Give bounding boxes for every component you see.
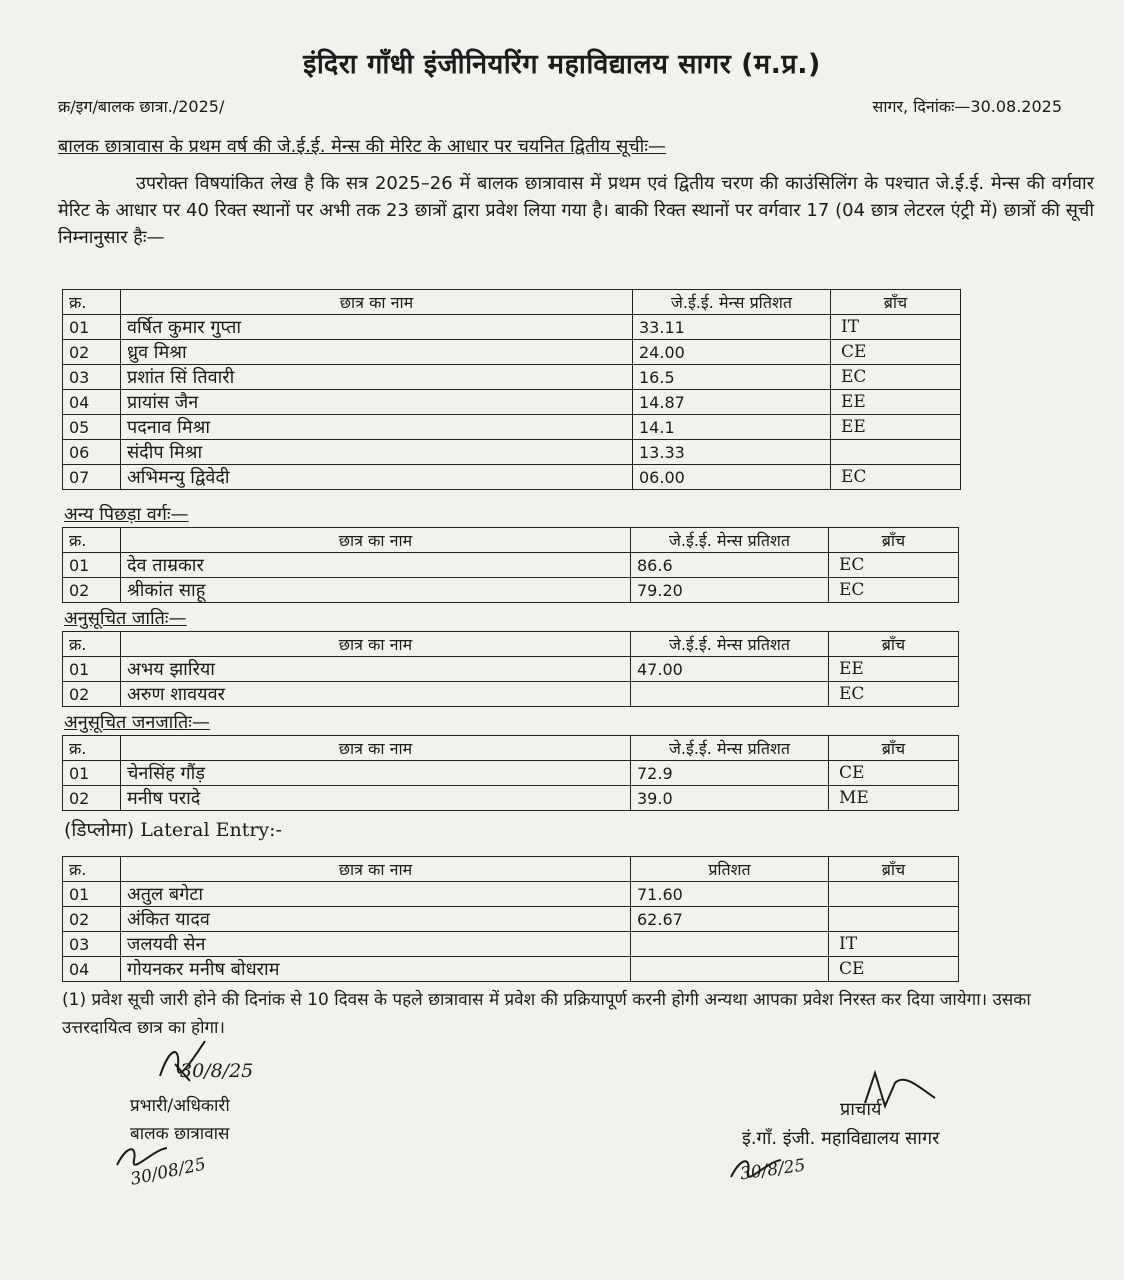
branch-cell <box>829 882 959 907</box>
general-merit-table <box>62 289 961 490</box>
body-text: उपरोक्त विषयांकित लेख है कि सत्र 2025–26 में बालक छात्रावास में प्रथम एवं द्वितीय चरण की काउंसिलिंग के पश्चात जे.ई.ई. मेन्स की वर्गवार मेरिट के आधार पर 40 रिक्त स्थानों पर अभी तक 23 छात्रों द्वारा प्रवेश लिया गया है। बाकी रिक्त स्थानों पर वर्गवार 17 (04 छात्र लेटरल एंट्री में) छात्रों की सूची निम्नानुसार हैः— <box>58 173 1094 248</box>
score-cell: 33.11 <box>633 315 831 340</box>
score-cell: 86.6 <box>631 553 829 578</box>
lateral-heading-hi: (डिप्लोमा) <box>64 819 135 841</box>
table-row <box>63 578 959 603</box>
student-name-cell: देव ताम्रकार <box>121 553 631 578</box>
lateral-entry-table <box>62 856 959 982</box>
branch-cell: ME <box>829 786 959 811</box>
sc-heading: अनुसूचित जातिः— <box>64 608 187 629</box>
student-name-cell: अभिमन्यु द्विवेदी <box>121 465 633 490</box>
table-row <box>63 365 961 390</box>
student-name-cell: चेनसिंह गौंड़ <box>121 761 631 786</box>
branch-cell: EE <box>831 415 961 440</box>
score-cell: 71.60 <box>631 882 829 907</box>
score-cell: 72.9 <box>631 761 829 786</box>
left-signatory-office: बालक छात्रावास <box>130 1124 230 1144</box>
serial-number-cell: 02 <box>63 907 121 932</box>
table-row <box>63 957 959 982</box>
student-name-cell: वर्षित कुमार गुप्ता <box>121 315 633 340</box>
col-sno: क्र. <box>63 632 121 657</box>
student-name-cell: पदनाव मिश्रा <box>121 415 633 440</box>
col-name: छात्र का नाम <box>121 632 631 657</box>
table-row <box>63 682 959 707</box>
principal-title: प्राचार्य <box>840 1099 882 1120</box>
branch-cell: EE <box>831 390 961 415</box>
branch-cell: EC <box>829 553 959 578</box>
student-name-cell: संदीप मिश्रा <box>121 440 633 465</box>
serial-number-cell: 06 <box>63 440 121 465</box>
branch-cell: IT <box>831 315 961 340</box>
col-jee: जे.ई.ई. मेन्स प्रतिशत <box>631 736 829 761</box>
table-header-row <box>63 290 961 315</box>
score-cell <box>631 932 829 957</box>
student-name-cell: प्रायांस जैन <box>121 390 633 415</box>
left-signatory-title: प्रभारी/अधिकारी <box>130 1096 230 1116</box>
serial-number-cell: 01 <box>63 315 121 340</box>
subject-line: बालक छात्रावास के प्रथम वर्ष की जे.ई.ई. मेन्स की मेरिट के आधार पर चयनित द्वितीय सूचीः— <box>58 136 666 157</box>
score-cell: 62.67 <box>631 907 829 932</box>
branch-cell <box>831 440 961 465</box>
table-row <box>63 882 959 907</box>
branch-cell: CE <box>831 340 961 365</box>
col-name: छात्र का नाम <box>121 290 633 315</box>
serial-number-cell: 01 <box>63 657 121 682</box>
branch-cell: IT <box>829 932 959 957</box>
table-row <box>63 907 959 932</box>
table-header-row <box>63 528 959 553</box>
left-signature-date-bottom: 30/08/25 <box>128 1154 208 1190</box>
table-header-row <box>63 736 959 761</box>
student-name-cell: ध्रुव मिश्रा <box>121 340 633 365</box>
serial-number-cell: 02 <box>63 578 121 603</box>
branch-cell: EE <box>829 657 959 682</box>
score-cell: 13.33 <box>633 440 831 465</box>
serial-number-cell: 03 <box>63 932 121 957</box>
branch-cell: EC <box>831 465 961 490</box>
table-row <box>63 657 959 682</box>
col-sno: क्र. <box>63 528 121 553</box>
col-jee: जे.ई.ई. मेन्स प्रतिशत <box>633 290 831 315</box>
student-name-cell: अंकित यादव <box>121 907 631 932</box>
table-row <box>63 553 959 578</box>
col-sno: क्र. <box>63 290 121 315</box>
st-table <box>62 735 959 811</box>
branch-cell: EC <box>831 365 961 390</box>
admission-note: (1) प्रवेश सूची जारी होने की दिनांक से 10 दिवस के पहले छात्रावास में प्रवेश की प्रक्रियापूर्ण करनी होगी अन्यथा आपका प्रवेश निरस्त कर दिया जायेगा। उसका उत्तरदायित्व छात्र का होगा। <box>62 990 1031 1038</box>
branch-cell <box>829 907 959 932</box>
score-cell: 79.20 <box>631 578 829 603</box>
col-branch: ब्रॉंच <box>829 632 959 657</box>
student-name-cell: जलयवी सेन <box>121 932 631 957</box>
lateral-heading <box>64 816 282 842</box>
table-row <box>63 440 961 465</box>
serial-number-cell: 03 <box>63 365 121 390</box>
col-sno: क्र. <box>63 857 121 882</box>
branch-cell: CE <box>829 957 959 982</box>
col-branch: ब्रॉंच <box>829 857 959 882</box>
sc-table <box>62 631 959 707</box>
table-header-row <box>63 632 959 657</box>
col-branch: ब्रॉंच <box>831 290 961 315</box>
student-name-cell: श्रीकांत साहू <box>121 578 631 603</box>
serial-number-cell: 07 <box>63 465 121 490</box>
student-name-cell: अतुल बगेटा <box>121 882 631 907</box>
score-cell: 14.87 <box>633 390 831 415</box>
col-sno: क्र. <box>63 736 121 761</box>
document-date: सागर, दिनांकः—30.08.2025 <box>872 97 1062 116</box>
table-row <box>63 932 959 957</box>
student-name-cell: अभय झारिया <box>121 657 631 682</box>
score-cell <box>631 957 829 982</box>
obc-heading: अन्य पिछड़ा वर्गः— <box>64 504 189 525</box>
score-cell: 14.1 <box>633 415 831 440</box>
table-row <box>63 340 961 365</box>
branch-cell: EC <box>829 682 959 707</box>
college-title: इंदिरा गाँधी इंजीनियरिंग महाविद्यालय सागर (म.प्र.) <box>303 49 821 80</box>
score-cell: 06.00 <box>633 465 831 490</box>
table-row <box>63 786 959 811</box>
table-row <box>63 315 961 340</box>
table-row <box>63 465 961 490</box>
serial-number-cell: 01 <box>63 553 121 578</box>
table-row <box>63 761 959 786</box>
table-row <box>63 390 961 415</box>
score-cell: 16.5 <box>633 365 831 390</box>
serial-number-cell: 01 <box>63 882 121 907</box>
reference-number: क्र/इग/बालक छात्रा./2025/ <box>58 97 225 116</box>
serial-number-cell: 05 <box>63 415 121 440</box>
right-signature-date: 30/8/25 <box>738 1155 807 1185</box>
col-jee: जे.ई.ई. मेन्स प्रतिशत <box>631 632 829 657</box>
col-jee: जे.ई.ई. मेन्स प्रतिशत <box>631 528 829 553</box>
obc-table <box>62 527 959 603</box>
st-heading: अनुसूचित जनजातिः— <box>64 712 210 733</box>
student-name-cell: प्रशांत सिं तिवारी <box>121 365 633 390</box>
table-header-row <box>63 857 959 882</box>
col-branch: ब्रॉंच <box>829 528 959 553</box>
col-name: छात्र का नाम <box>121 736 631 761</box>
left-signature-date-top: 30/8/25 <box>180 1060 254 1082</box>
serial-number-cell: 04 <box>63 957 121 982</box>
serial-number-cell: 02 <box>63 786 121 811</box>
student-name-cell: मनीष परादे <box>121 786 631 811</box>
student-name-cell: अरुण शावयवर <box>121 682 631 707</box>
score-cell: 24.00 <box>633 340 831 365</box>
col-name: छात्र का नाम <box>121 528 631 553</box>
branch-cell: EC <box>829 578 959 603</box>
serial-number-cell: 02 <box>63 340 121 365</box>
lateral-heading-en: Lateral Entry:- <box>140 819 282 841</box>
table-row <box>63 415 961 440</box>
col-name: छात्र का नाम <box>121 857 631 882</box>
col-branch: ब्रॉंच <box>829 736 959 761</box>
serial-number-cell: 04 <box>63 390 121 415</box>
principal-office: इं.गाँ. इंजी. महाविद्यालय सागर <box>742 1128 940 1149</box>
body-paragraph <box>58 170 1094 251</box>
serial-number-cell: 01 <box>63 761 121 786</box>
score-cell: 47.00 <box>631 657 829 682</box>
student-name-cell: गोयनकर मनीष बोधराम <box>121 957 631 982</box>
score-cell <box>631 682 829 707</box>
col-percent: प्रतिशत <box>631 857 829 882</box>
score-cell: 39.0 <box>631 786 829 811</box>
branch-cell: CE <box>829 761 959 786</box>
serial-number-cell: 02 <box>63 682 121 707</box>
